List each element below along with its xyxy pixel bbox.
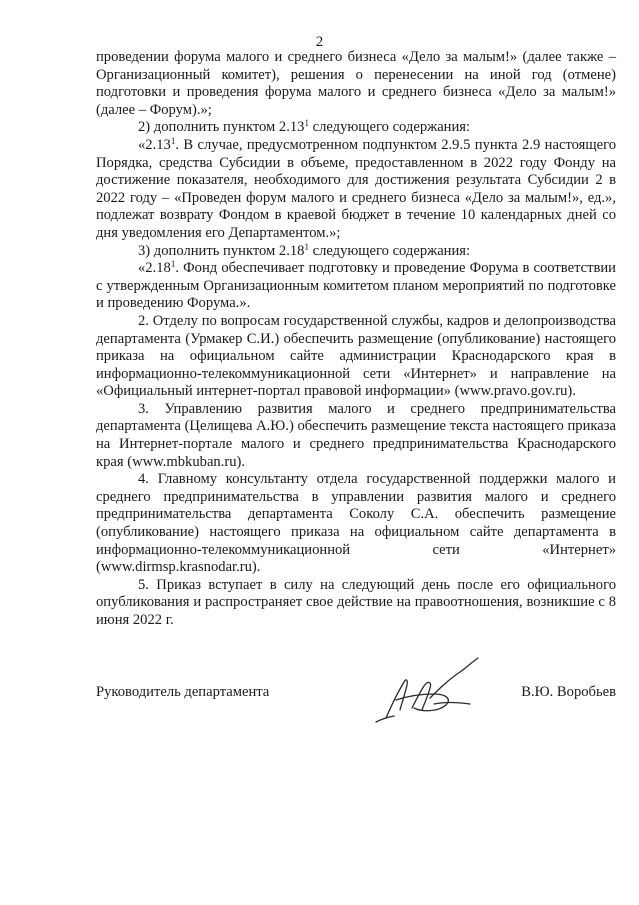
paragraph: 4. Главному консультанту отдела государственной поддержки малого и среднего предпринимательства в управлении развития малого и среднего предпринимательства департамента Соколу С.А. обеспечить размещение (опубликование) настоящего приказа на официальном сайте департамента в информационно-телекоммуникационной сети «Интернет» (www.dirmsp.krasnodar.ru). (96, 471, 616, 576)
paragraph: 2) дополнить пунктом 2.13$^1$ следующего содержания: (138, 118, 471, 136)
document-body (96, 49, 616, 630)
handwritten-signature (374, 652, 484, 724)
paragraph: «2.18$^1$. Фонд обеспечивает подготовку и проведение Форума в соответствии с утвержденным Организационным комитетом планом мероприятий по подготовке и проведению Форума.». (96, 259, 616, 312)
paragraph: 5. Приказ вступает в силу на следующий день после его официального опубликования и распространяет свое действие на правоотношения, возникшие с 8 июня 2022 г. (96, 576, 616, 628)
page-number: 2 (315, 34, 324, 50)
signatory-name: В.Ю. Воробьев (521, 684, 616, 700)
paragraph: «2.13$^1$. В случае, предусмотренном подпунктом 2.9.5 пункта 2.9 настоящего Порядка, средства Субсидии в объеме, предоставленном в 2022 году Фонду на достижение показателя, необходимого для достижения результата Субсидии 2 в 2022 году – «Проведен форум малого и среднего бизнеса «Дело за малым!», ед.», подлежат возврату Фондом в краевой бюджет в течение 10 календарных дней со дня уведомления его Департаментом.»; (96, 135, 616, 241)
paragraph: 3) дополнить пунктом 2.18$^1$ следующего содержания: (138, 241, 471, 259)
paragraph: 3. Управлению развития малого и среднего предпринимательства департамента (Целищева А.Ю.) обеспечить размещение текста настоящего приказа на Интернет-портале малого и среднего предпринимательства Краснодарского края (www.mbkuban.ru). (96, 400, 616, 470)
paragraph: проведении форума малого и среднего бизнеса «Дело за малым!» (далее также – Организационный комитет), решения о перенесении на иной год (отмене) подготовки и проведения форума малого и среднего бизнеса «Дело за малым!» (далее – Форум).»; (96, 49, 616, 118)
signature-block (96, 684, 616, 724)
paragraph: 2. Отделу по вопросам государственной службы, кадров и делопроизводства департамента (Урмакер С.И.) обеспечить размещение (опубликование) настоящего приказа на официальном сайте администрации Краснодарского края в информационно-телекоммуникационной сети «Интернет» и направление на «Официальный интернет-портал правовой информации» (www.pravo.gov.ru). (96, 312, 616, 400)
signatory-title: Руководитель департамента (96, 684, 270, 700)
